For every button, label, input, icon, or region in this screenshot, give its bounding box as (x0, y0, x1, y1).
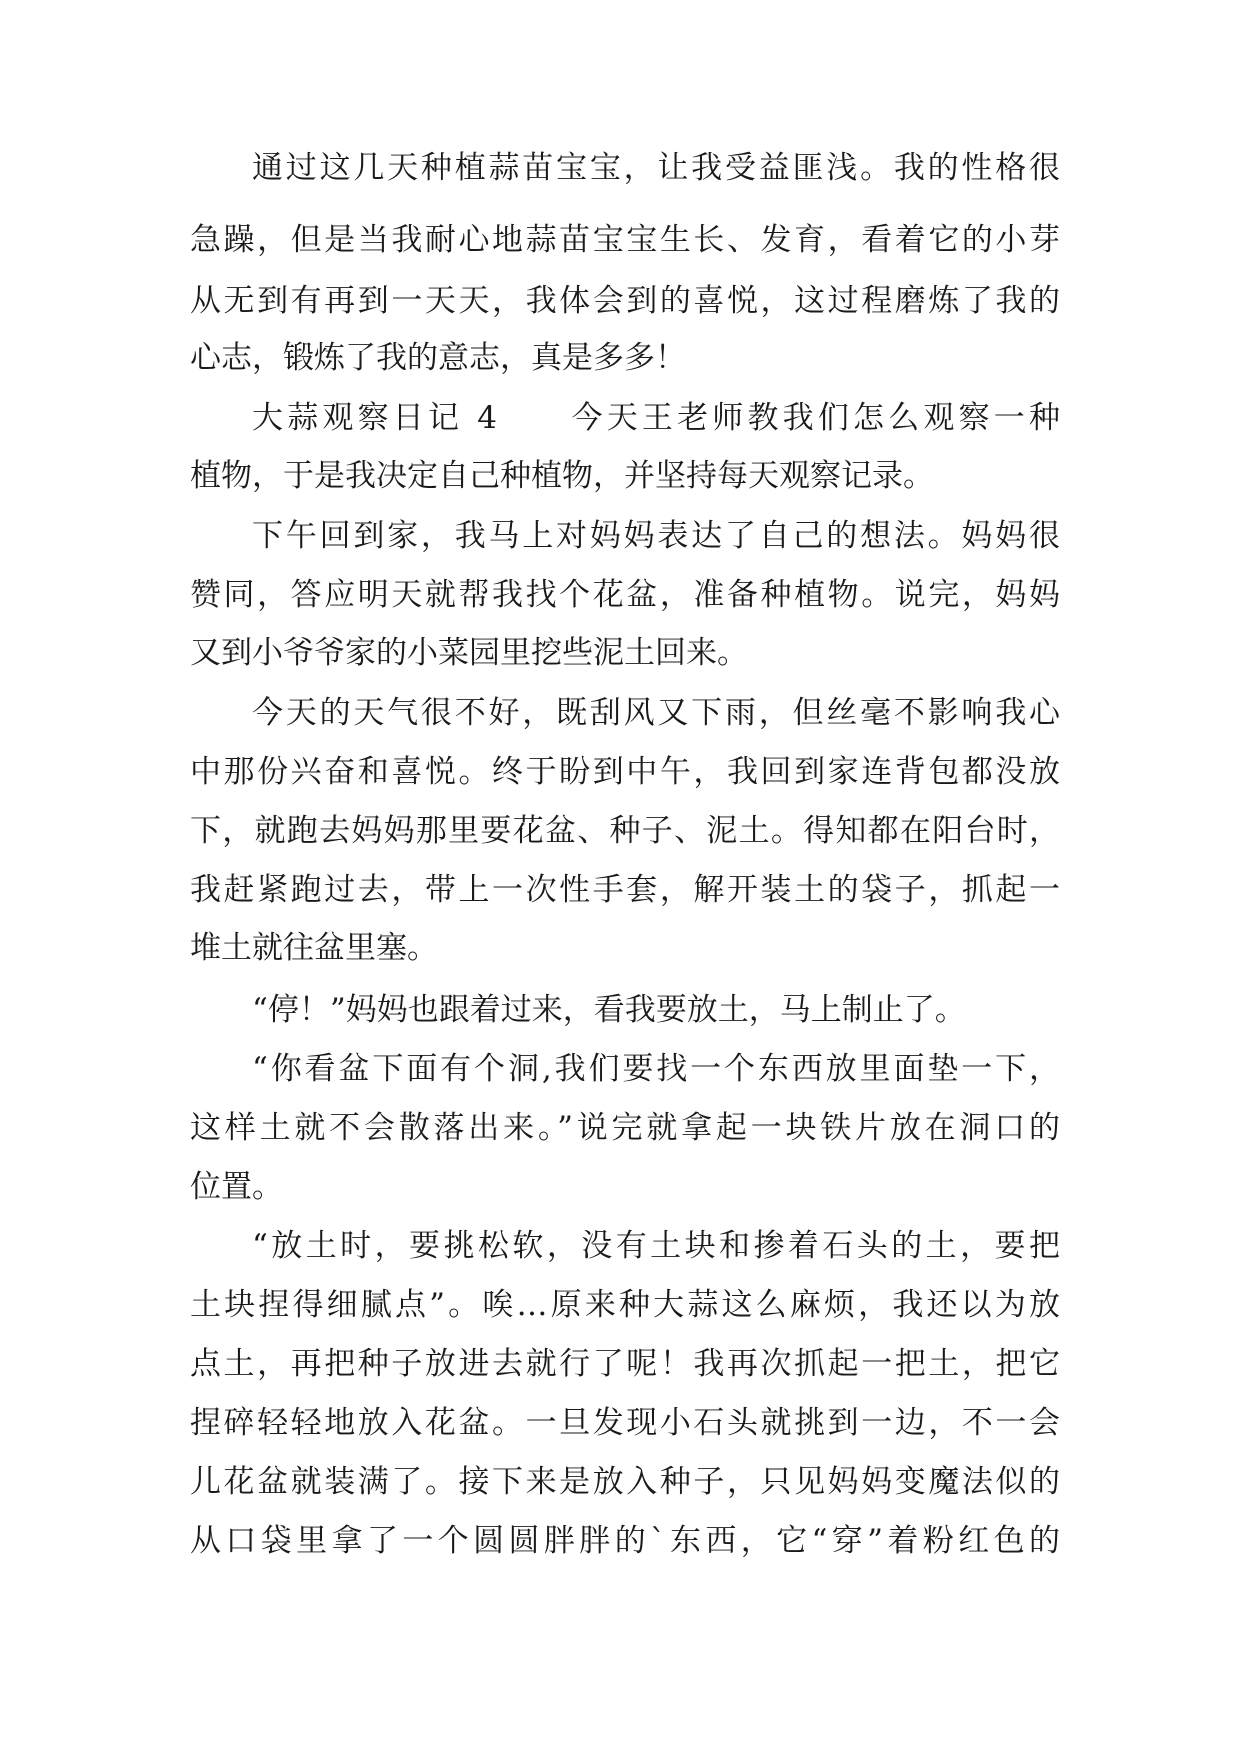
text-line: 心志，锻炼了我的意志，真是多多！ (190, 340, 686, 376)
text-line: 我赶紧跑过去，带上一次性手套，解开装土的袋子，抓起一 (190, 872, 1060, 908)
text-line: 下，就跑去妈妈那里要花盆、种子、泥土。得知都在阳台时， (190, 813, 1060, 849)
text-line: 这样土就不会散落出来。”说完就拿起一块铁片放在洞口的 (190, 1110, 1060, 1146)
text-line: 植物，于是我决定自己种植物，并坚持每天观察记录。 (190, 458, 934, 494)
text-line: 点土，再把种子放进去就行了呢！我再次抓起一把土，把它 (190, 1346, 1060, 1382)
text-line: 通过这几天种植蒜苗宝宝，让我受益匪浅。我的性格很 (252, 150, 1060, 186)
dialogue-line: “停！”妈妈也跟着过来，看我要放土，马上制止了。 (252, 992, 966, 1028)
text-line: 位置。 (190, 1169, 283, 1205)
text-line: 捏碎轻轻地放入花盆。一旦发现小石头就挑到一边，不一会 (190, 1405, 1060, 1441)
text-line: 又到小爷爷家的小菜园里挖些泥土回来。 (190, 635, 748, 671)
text-line: 从口袋里拿了一个圆圆胖胖的`东西，它“穿”着粉红色的 (190, 1523, 1060, 1559)
text-line: 急躁，但是当我耐心地蒜苗宝宝生长、发育，看着它的小芽 (190, 222, 1060, 258)
text-line: 堆土就往盆里塞。 (190, 930, 438, 966)
dialogue-line: “放土时，要挑松软，没有土块和掺着石头的土，要把 (252, 1228, 1060, 1264)
text-line: 下午回到家，我马上对妈妈表达了自己的想法。妈妈很 (252, 518, 1060, 554)
diary-heading-line: 大蒜观察日记 4 今天王老师教我们怎么观察一种 (252, 400, 1060, 436)
text-line: 赞同，答应明天就帮我找个花盆，准备种植物。说完，妈妈 (190, 577, 1060, 613)
text-line: 土块捏得细腻点”。唉…原来种大蒜这么麻烦，我还以为放 (190, 1287, 1060, 1323)
text-line: 从无到有再到一天天，我体会到的喜悦，这过程磨炼了我的 (190, 283, 1060, 319)
text-line: 中那份兴奋和喜悦。终于盼到中午，我回到家连背包都没放 (190, 754, 1060, 790)
text-line: 今天的天气很不好，既刮风又下雨，但丝毫不影响我心 (252, 695, 1060, 731)
dialogue-line: “你看盆下面有个洞,我们要找一个东西放里面垫一下， (252, 1051, 1060, 1087)
text-line: 儿花盆就装满了。接下来是放入种子，只见妈妈变魔法似的 (190, 1464, 1060, 1500)
